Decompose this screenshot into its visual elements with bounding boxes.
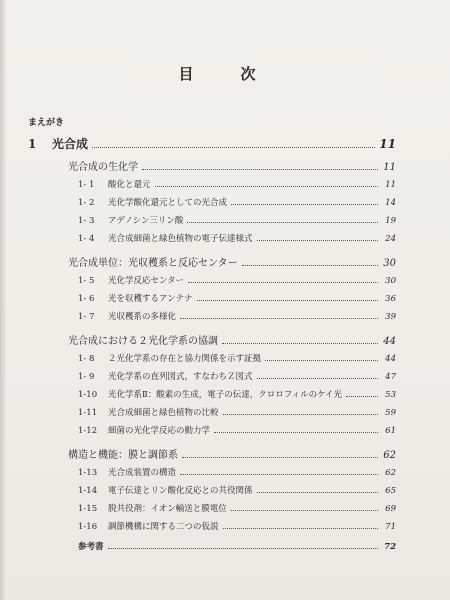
section-title: 光合成単位：光収穫系と反応センター <box>68 258 238 269</box>
subsection-title: 電子伝達とリン酸化反応との共役関係 <box>108 486 253 496</box>
subsection-entry <box>78 388 396 400</box>
page-number: 30 <box>383 258 396 269</box>
leader-dots <box>182 456 378 458</box>
subsection-entry <box>78 406 396 418</box>
subsection-number: 1- 3 <box>78 216 95 226</box>
subsection-number: 1-11 <box>78 408 98 418</box>
page-number: 72 <box>384 542 396 552</box>
subsection-entry <box>78 232 396 244</box>
subsection-entry <box>78 274 396 286</box>
leader-dots <box>257 491 378 493</box>
subsection-entry <box>78 178 396 190</box>
page-number: 47 <box>385 372 396 382</box>
subsection-entry <box>78 352 396 364</box>
subsection-number: 1-14 <box>78 486 98 496</box>
leader-dots <box>223 413 378 415</box>
leader-dots <box>223 527 378 529</box>
subsection-number: 1- 6 <box>78 294 95 304</box>
subsection-number: 1-15 <box>78 504 98 514</box>
page-number: 61 <box>385 426 396 436</box>
subsection-number: 1-10 <box>78 390 98 400</box>
leader-dots <box>92 146 375 148</box>
subsection-number: 1- 9 <box>78 372 95 382</box>
subsection-number: 1- 2 <box>78 198 95 208</box>
subsection-title: 酸化と還元 <box>108 180 151 190</box>
subsection-entry <box>78 520 396 532</box>
leader-dots <box>187 221 378 223</box>
section-entry <box>68 332 396 347</box>
subsection-title: 光合成細菌と緑色植物の電子伝達様式 <box>108 234 253 244</box>
subsection-entry <box>78 196 396 208</box>
subsection-number: 1-12 <box>78 426 98 436</box>
subsection-title: ２光化学系の存在と協力関係を示す証拠 <box>108 354 262 364</box>
subsection-number: 1- 7 <box>78 312 95 322</box>
page-number: 11 <box>379 137 396 151</box>
page-number: 11 <box>383 162 396 173</box>
leader-dots <box>231 203 378 205</box>
page-number: 30 <box>385 276 396 286</box>
section-title: 構造と機能：膜と調節系 <box>68 450 178 461</box>
subsection-entry <box>78 484 396 496</box>
page-number: 36 <box>385 294 396 304</box>
page-number: 44 <box>383 336 396 347</box>
leader-dots <box>257 377 378 379</box>
subsection-title: 光合成装置の構造 <box>108 468 177 478</box>
leader-dots <box>346 395 378 397</box>
page-number: 11 <box>385 180 396 190</box>
leader-dots <box>214 431 378 433</box>
chapter-title: 光合成 <box>52 137 89 151</box>
subsection-entry <box>78 310 396 322</box>
leader-dots <box>155 185 378 187</box>
subsection-number: 1- 5 <box>78 276 95 286</box>
subsection-entry <box>78 466 396 478</box>
subsection-title: 光化学反応センター <box>108 276 185 286</box>
subsection-number: 1- 8 <box>78 354 95 364</box>
section-title: 光合成の生化学 <box>68 162 138 173</box>
toc-title: 目 次 <box>178 65 272 83</box>
subsection-title: 脱共役剤：イオン輸送と膜電位 <box>108 504 227 514</box>
leader-dots <box>257 239 378 241</box>
section-title: 光合成における２光化学系の協調 <box>68 336 218 347</box>
page-number: 24 <box>385 234 396 244</box>
page-number: 62 <box>385 468 396 478</box>
subsection-entry <box>78 370 396 382</box>
subsection-title: 細菌の光化学反応の動力学 <box>108 426 211 436</box>
preface-entry: まえがき <box>28 118 65 128</box>
page-number: 19 <box>385 216 396 226</box>
leader-dots <box>222 342 378 344</box>
leader-dots <box>180 473 378 475</box>
section-entry <box>68 446 396 461</box>
subsection-title: 光化学酸化還元としての光合成 <box>108 198 228 208</box>
leader-dots <box>197 299 378 301</box>
references-title: 参考書 <box>78 542 104 552</box>
page-number: 39 <box>385 312 396 322</box>
subsection-entry <box>78 292 396 304</box>
subsection-title: アデノシン三リン酸 <box>108 216 184 226</box>
subsection-title: 調節機構に関する二つの仮説 <box>108 522 219 532</box>
page-number: 59 <box>385 408 396 418</box>
leader-dots <box>142 168 378 170</box>
subsection-number: 1- 4 <box>78 234 95 244</box>
chapter-number: 1 <box>28 137 37 151</box>
leader-dots <box>108 547 378 549</box>
page-number: 14 <box>385 198 396 208</box>
leader-dots <box>231 509 378 511</box>
subsection-entry <box>78 214 396 226</box>
subsection-number: 1-13 <box>78 468 98 478</box>
page-number: 53 <box>385 390 396 400</box>
section-entry <box>68 158 396 173</box>
subsection-title: 光合成細菌と緑色植物の比較 <box>108 408 219 418</box>
chapter-entry <box>28 135 396 152</box>
subsection-title: 光を収穫するアンテナ <box>108 294 193 304</box>
subsection-number: 1- 1 <box>78 180 95 190</box>
page-number: 65 <box>385 486 396 496</box>
page-number: 44 <box>385 354 396 364</box>
subsection-entry <box>78 502 396 514</box>
section-entry <box>68 254 396 269</box>
page-spine-shadow <box>0 0 6 600</box>
subsection-title: 光化学系の直列図式，すなわちＺ図式 <box>108 372 253 382</box>
leader-dots <box>180 317 378 319</box>
subsection-title: 光化学系Ⅱ：酸素の生成，電子の伝達，クロロフィルのケイ光 <box>108 390 343 400</box>
leader-dots <box>242 264 378 266</box>
subsection-title: 光収穫系の多様化 <box>108 312 177 322</box>
page-number: 62 <box>383 450 396 461</box>
subsection-entry <box>78 424 396 436</box>
page-number: 69 <box>385 504 396 514</box>
page-number: 71 <box>385 522 396 532</box>
leader-dots <box>265 359 378 361</box>
leader-dots <box>188 281 378 283</box>
subsection-number: 1-16 <box>78 522 98 532</box>
references-entry <box>78 540 396 552</box>
